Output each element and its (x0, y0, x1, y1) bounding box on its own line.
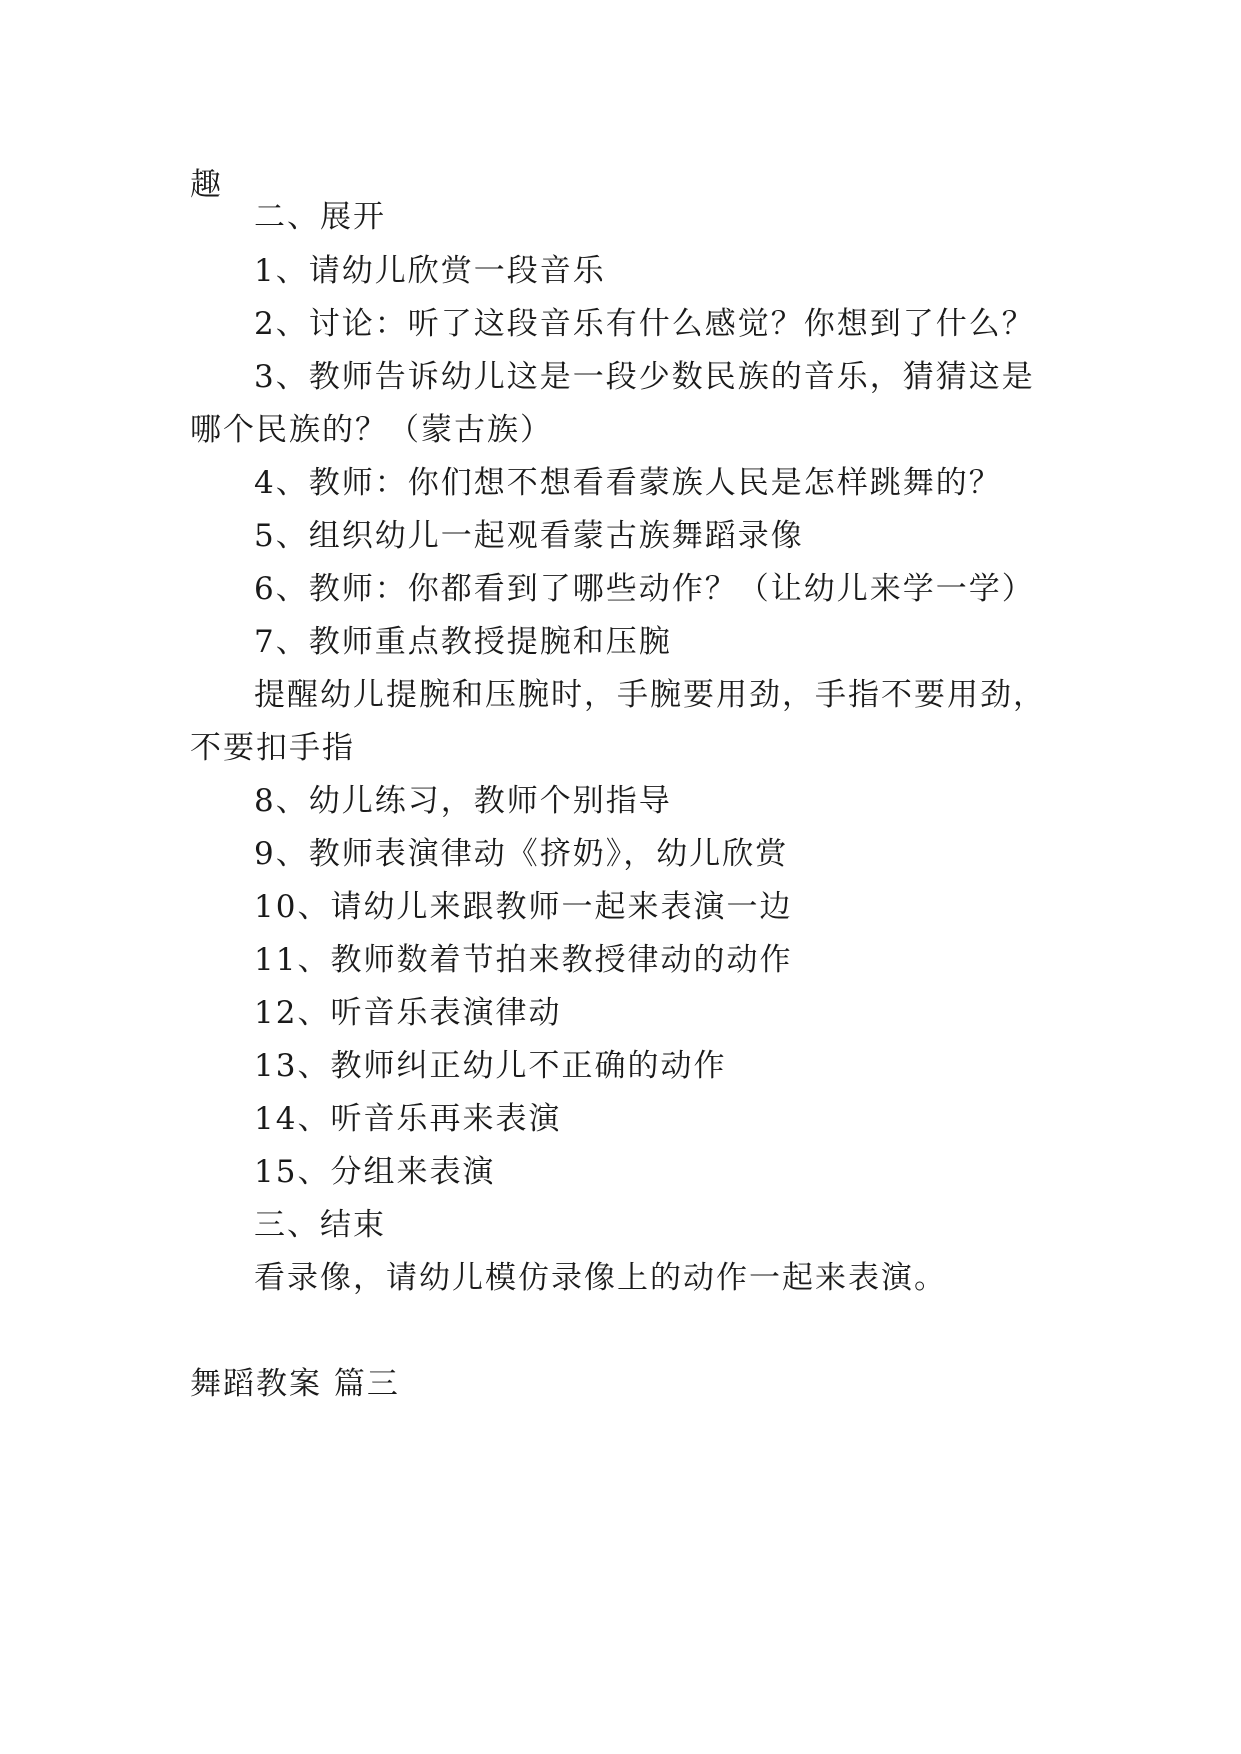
list-item: 11、教师数着节拍来教授律动的动作 (254, 942, 793, 978)
document-heading: 舞蹈教案 篇三 (190, 1366, 400, 1402)
list-item: 4、教师：你们想不想看看蒙族人民是怎样跳舞的？ (254, 465, 1002, 501)
list-item: 8、幼儿练习，教师个别指导 (254, 783, 672, 819)
section-heading: 二、展开 (254, 199, 386, 235)
text-line: 趣 (190, 167, 223, 203)
paragraph-line: 提醒幼儿提腕和压腕时，手腕要用劲，手指不要用劲， (254, 677, 1046, 713)
section-heading: 三、结束 (254, 1207, 386, 1243)
list-item: 1、请幼儿欣赏一段音乐 (254, 253, 606, 289)
text-line: 不要扣手指 (190, 730, 355, 766)
text-line: 哪个民族的？（蒙古族） (190, 412, 553, 448)
list-item: 3、教师告诉幼儿这是一段少数民族的音乐，猜猜这是 (254, 359, 1035, 395)
list-item: 7、教师重点教授提腕和压腕 (254, 624, 672, 660)
list-item: 2、讨论：听了这段音乐有什么感觉？你想到了什么？ (254, 306, 1035, 342)
list-item: 10、请幼儿来跟教师一起来表演一边 (254, 889, 793, 925)
list-item: 9、教师表演律动《挤奶》，幼儿欣赏 (254, 836, 789, 872)
list-item: 12、听音乐表演律动 (254, 995, 562, 1031)
list-item: 5、组织幼儿一起观看蒙古族舞蹈录像 (254, 518, 804, 554)
list-item: 14、听音乐再来表演 (254, 1101, 562, 1137)
paragraph-line: 看录像，请幼儿模仿录像上的动作一起来表演。 (254, 1260, 947, 1296)
list-item: 15、分组来表演 (254, 1154, 496, 1190)
list-item: 13、教师纠正幼儿不正确的动作 (254, 1048, 727, 1084)
list-item: 6、教师：你都看到了哪些动作？（让幼儿来学一学） (254, 571, 1035, 607)
